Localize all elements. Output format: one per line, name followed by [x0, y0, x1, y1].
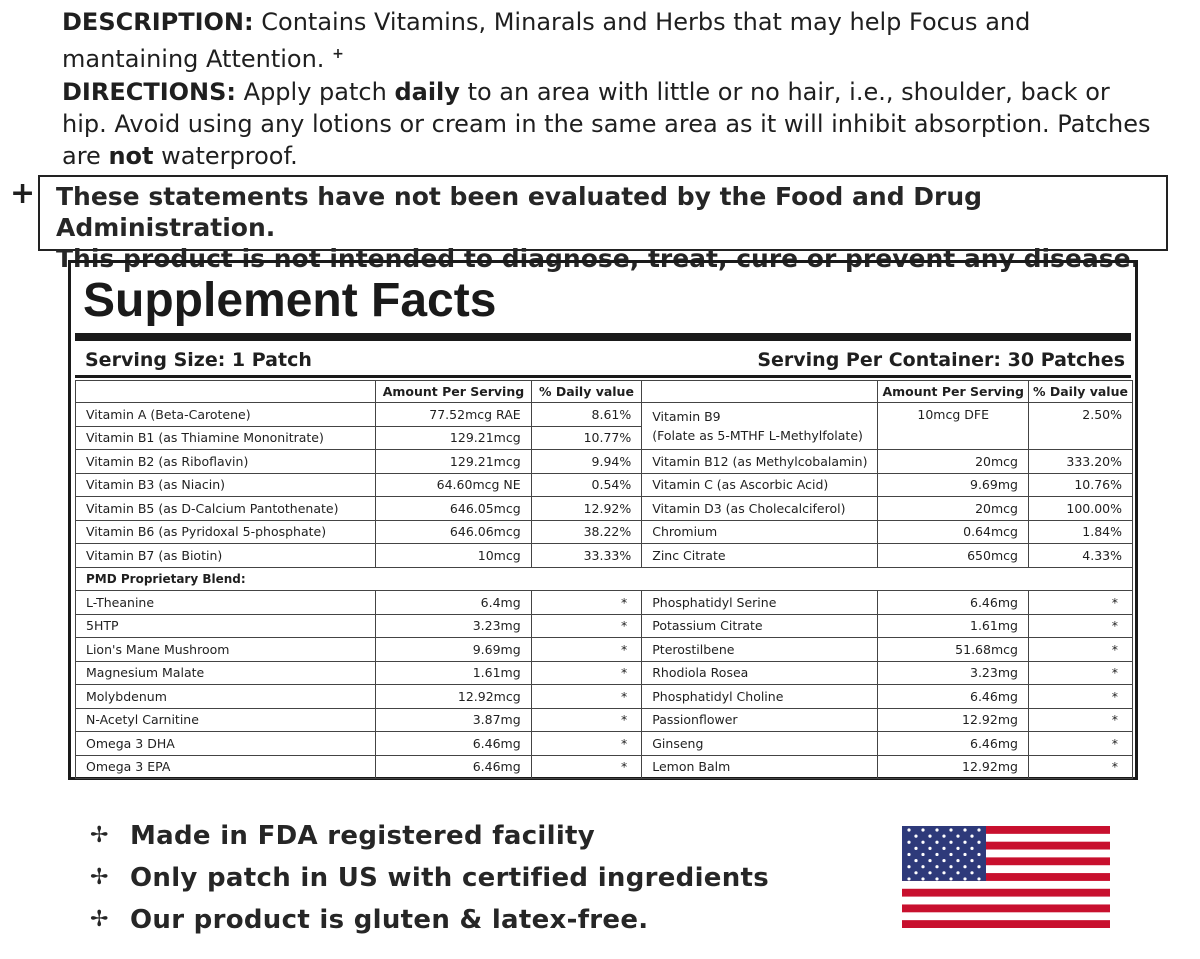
flag-star: [907, 828, 910, 831]
ingredient-daily-value: *: [531, 591, 642, 615]
flag-star: [970, 835, 973, 838]
ingredient-daily-value: *: [531, 755, 642, 779]
flag-star: [942, 859, 945, 862]
ingredient-daily-value: *: [531, 661, 642, 685]
ingredient-amount: 3.23mg: [376, 614, 531, 638]
table-row: [76, 614, 1133, 638]
nutrient-daily-value: 1.84%: [1028, 520, 1132, 544]
nutrient-name-sub: (Folate as 5-MTHF L-Methylfolate): [652, 428, 863, 443]
flag-star: [942, 835, 945, 838]
cross-bullet-icon: ✢: [90, 907, 109, 932]
directions-paragraph: [62, 76, 1152, 172]
ingredient-daily-value: *: [531, 614, 642, 638]
nutrient-name: Vitamin B12 (as Methylcobalamin): [642, 450, 878, 474]
table-row: [76, 755, 1133, 779]
flag-star: [977, 828, 980, 831]
table-row: [76, 544, 1133, 568]
flag-star: [928, 835, 931, 838]
ingredient-name: 5HTP: [76, 614, 376, 638]
ingredient-amount: 6.46mg: [878, 732, 1029, 756]
flag-star: [914, 835, 917, 838]
ingredient-name: Pterostilbene: [642, 638, 878, 662]
flag-star: [956, 847, 959, 850]
nutrient-daily-value: 9.94%: [531, 450, 642, 474]
ingredient-name: Omega 3 EPA: [76, 755, 376, 779]
nutrient-name: Vitamin B7 (as Biotin): [76, 544, 376, 568]
nutrient-amount: 646.05mcg: [376, 497, 531, 521]
ingredient-amount: 1.61mg: [376, 661, 531, 685]
flag-star: [977, 877, 980, 880]
claims-list: [90, 815, 769, 941]
flag-star: [977, 853, 980, 856]
table-row: [76, 732, 1133, 756]
directions-text-2: to an area with little or no hair, i.e., shoulder, back or hip. Avoid using any lotions or cream in the same area as it will inhibit absorption. Patches are: [62, 78, 1151, 170]
nutrient-name: Vitamin D3 (as Cholecalciferol): [642, 497, 878, 521]
nutrient-daily-value: 38.22%: [531, 520, 642, 544]
ingredient-name: Ginseng: [642, 732, 878, 756]
claim-text: Our product is gluten & latex-free.: [130, 905, 649, 935]
ingredient-amount: 6.46mg: [376, 732, 531, 756]
supplement-facts-panel: [68, 260, 1138, 780]
nutrient-name: Vitamin B1 (as Thiamine Mononitrate): [76, 426, 376, 450]
flag-star: [907, 853, 910, 856]
table-header-row: [76, 381, 1133, 403]
flag-star: [907, 877, 910, 880]
claim-item: [90, 815, 769, 857]
flag-star: [949, 853, 952, 856]
nutrient-amount: 10mcg: [376, 544, 531, 568]
nutrient-amount: 129.21mcg: [376, 426, 531, 450]
ingredient-name: Omega 3 DHA: [76, 732, 376, 756]
ingredient-amount: 12.92mg: [878, 755, 1029, 779]
table-row: [76, 708, 1133, 732]
table-row: [76, 497, 1133, 521]
ingredient-name: N-Acetyl Carnitine: [76, 708, 376, 732]
table-row: [76, 403, 1133, 427]
ingredient-daily-value: *: [1028, 755, 1132, 779]
servings-per-container: Serving Per Container: 30 Patches: [757, 349, 1125, 371]
header-amount-left: Amount Per Serving: [376, 381, 531, 403]
flag-star: [970, 847, 973, 850]
flag-star: [935, 853, 938, 856]
ingredient-daily-value: *: [1028, 591, 1132, 615]
directions-emphasis-daily: daily: [394, 78, 460, 106]
flag-stripe: [902, 912, 1110, 920]
nutrient-amount: 10mcg DFE: [878, 403, 1029, 450]
blend-label: PMD Proprietary Blend:: [76, 567, 1133, 591]
cross-bullet-icon: ✢: [90, 823, 109, 848]
ingredient-daily-value: *: [1028, 685, 1132, 709]
cross-bullet-icon: ✢: [90, 865, 109, 890]
header-blank-left: [76, 381, 376, 403]
flag-star: [914, 859, 917, 862]
flag-star: [928, 859, 931, 862]
ingredient-daily-value: *: [531, 685, 642, 709]
flag-star: [935, 828, 938, 831]
ingredient-amount: 12.92mcg: [376, 685, 531, 709]
directions-emphasis-not: not: [108, 142, 154, 170]
flag-star: [914, 847, 917, 850]
header-amount-right: Amount Per Serving: [878, 381, 1029, 403]
description-label: DESCRIPTION:: [62, 8, 254, 36]
nutrient-daily-value: 333.20%: [1028, 450, 1132, 474]
flag-star: [921, 841, 924, 844]
ingredient-name: Phosphatidyl Choline: [642, 685, 878, 709]
table-row: [76, 473, 1133, 497]
us-flag-icon: [902, 826, 1110, 928]
flag-star: [921, 865, 924, 868]
nutrient-amount: 9.69mg: [878, 473, 1029, 497]
description-paragraph: [62, 6, 1142, 75]
directions-label: DIRECTIONS:: [62, 78, 237, 106]
description-footnote-mark: +: [332, 46, 344, 62]
flag-star: [963, 853, 966, 856]
ingredient-name: Potassium Citrate: [642, 614, 878, 638]
flag-star: [935, 865, 938, 868]
blend-label-row: [76, 567, 1133, 591]
ingredient-daily-value: *: [1028, 614, 1132, 638]
flag-stripe: [902, 920, 1110, 928]
flag-stripe: [902, 904, 1110, 912]
ingredient-amount: 9.69mg: [376, 638, 531, 662]
nutrient-amount: 650mcg: [878, 544, 1029, 568]
flag-star: [928, 871, 931, 874]
flag-star: [970, 871, 973, 874]
nutrient-daily-value: 10.76%: [1028, 473, 1132, 497]
claim-item: [90, 899, 769, 941]
serving-size: Serving Size: 1 Patch: [85, 349, 312, 371]
nutrient-amount: 77.52mcg RAE: [376, 403, 531, 427]
table-row: [76, 520, 1133, 544]
nutrient-daily-value: 8.61%: [531, 403, 642, 427]
flag-star: [956, 871, 959, 874]
facts-divider: [75, 375, 1131, 378]
ingredient-amount: 3.23mg: [878, 661, 1029, 685]
flag-star: [970, 859, 973, 862]
ingredient-amount: 1.61mg: [878, 614, 1029, 638]
ingredient-name: Phosphatidyl Serine: [642, 591, 878, 615]
flag-star: [907, 865, 910, 868]
ingredient-name: Magnesium Malate: [76, 661, 376, 685]
flag-star: [963, 865, 966, 868]
nutrient-daily-value: 33.33%: [531, 544, 642, 568]
table-row: [76, 685, 1133, 709]
nutrient-name: Vitamin B3 (as Niacin): [76, 473, 376, 497]
nutrient-name: [642, 403, 878, 450]
nutrient-amount: 20mcg: [878, 450, 1029, 474]
ingredient-daily-value: *: [531, 638, 642, 662]
flag-star: [977, 865, 980, 868]
ingredient-amount: 6.46mg: [878, 685, 1029, 709]
nutrient-daily-value: 0.54%: [531, 473, 642, 497]
nutrient-amount: 129.21mcg: [376, 450, 531, 474]
table-row: [76, 661, 1133, 685]
ingredient-name: Lion's Mane Mushroom: [76, 638, 376, 662]
flag-stripe: [902, 889, 1110, 897]
table-row: [76, 591, 1133, 615]
directions-text-3: waterproof.: [161, 142, 298, 170]
ingredient-daily-value: *: [531, 732, 642, 756]
fda-disclaimer-box: [38, 175, 1168, 273]
disclaimer-line-1: These statements have not been evaluated by the Food and Drug Administration.: [56, 182, 983, 242]
ingredient-amount: 51.68mcg: [878, 638, 1029, 662]
flag-star: [963, 877, 966, 880]
description-text: Contains Vitamins, Minarals and Herbs that may help Focus and mantaining Attention.: [62, 8, 1031, 73]
nutrient-daily-value: 12.92%: [531, 497, 642, 521]
flag-star: [914, 871, 917, 874]
nutrient-name: Vitamin B5 (as D-Calcium Pantothenate): [76, 497, 376, 521]
flag-star: [935, 877, 938, 880]
table-row: [76, 450, 1133, 474]
ingredient-daily-value: *: [1028, 708, 1132, 732]
nutrient-name: Zinc Citrate: [642, 544, 878, 568]
nutrient-name: Vitamin B6 (as Pyridoxal 5-phosphate): [76, 520, 376, 544]
nutrient-daily-value: 4.33%: [1028, 544, 1132, 568]
ingredient-daily-value: *: [1028, 732, 1132, 756]
ingredient-daily-value: *: [1028, 638, 1132, 662]
flag-stripe: [902, 897, 1110, 905]
nutrient-amount: 0.64mcg: [878, 520, 1029, 544]
ingredient-name: Passionflower: [642, 708, 878, 732]
ingredient-amount: 6.4mg: [376, 591, 531, 615]
flag-star: [921, 828, 924, 831]
ingredient-name: L-Theanine: [76, 591, 376, 615]
flag-star: [956, 835, 959, 838]
claim-text: Made in FDA registered facility: [130, 821, 596, 851]
flag-star: [949, 828, 952, 831]
facts-thick-divider: [75, 333, 1131, 341]
header-blank-right: [642, 381, 878, 403]
ingredient-daily-value: *: [1028, 661, 1132, 685]
flag-star: [921, 853, 924, 856]
flag-star: [963, 828, 966, 831]
nutrient-amount: 64.60mcg NE: [376, 473, 531, 497]
claim-text: Only patch in US with certified ingredients: [130, 863, 770, 893]
header-daily-right: % Daily value: [1028, 381, 1132, 403]
flag-star: [977, 841, 980, 844]
nutrient-name: Vitamin C (as Ascorbic Acid): [642, 473, 878, 497]
ingredient-name: Molybdenum: [76, 685, 376, 709]
supplement-facts-table: [75, 380, 1133, 779]
flag-star: [956, 859, 959, 862]
flag-star: [907, 841, 910, 844]
facts-title: Supplement Facts: [83, 274, 497, 327]
ingredient-daily-value: *: [531, 708, 642, 732]
flag-star: [949, 877, 952, 880]
claim-item: [90, 857, 769, 899]
flag-star: [928, 847, 931, 850]
flag-star: [963, 841, 966, 844]
flag-star: [949, 865, 952, 868]
disclaimer-mark: +: [10, 176, 36, 211]
disclaimer-line-2: This product is not intended to diagnose, treat, cure or prevent any disease.: [56, 244, 1141, 273]
flag-star: [942, 847, 945, 850]
nutrient-daily-value: 10.77%: [531, 426, 642, 450]
header-daily-left: % Daily value: [531, 381, 642, 403]
nutrient-amount: 20mcg: [878, 497, 1029, 521]
table-row: [76, 638, 1133, 662]
nutrient-daily-value: 2.50%: [1028, 403, 1132, 450]
flag-stripe: [902, 881, 1110, 889]
nutrient-daily-value: 100.00%: [1028, 497, 1132, 521]
ingredient-amount: 6.46mg: [878, 591, 1029, 615]
ingredient-name: Lemon Balm: [642, 755, 878, 779]
flag-star: [942, 871, 945, 874]
ingredient-amount: 6.46mg: [376, 755, 531, 779]
nutrient-name: Chromium: [642, 520, 878, 544]
nutrient-name: Vitamin A (Beta-Carotene): [76, 403, 376, 427]
ingredient-name: Rhodiola Rosea: [642, 661, 878, 685]
directions-text-1: Apply patch: [243, 78, 387, 106]
nutrient-name: Vitamin B2 (as Riboflavin): [76, 450, 376, 474]
nutrient-amount: 646.06mcg: [376, 520, 531, 544]
ingredient-amount: 3.87mg: [376, 708, 531, 732]
nutrient-name-main: Vitamin B9: [652, 409, 721, 424]
ingredient-amount: 12.92mg: [878, 708, 1029, 732]
flag-star: [921, 877, 924, 880]
flag-star: [949, 841, 952, 844]
flag-star: [935, 841, 938, 844]
